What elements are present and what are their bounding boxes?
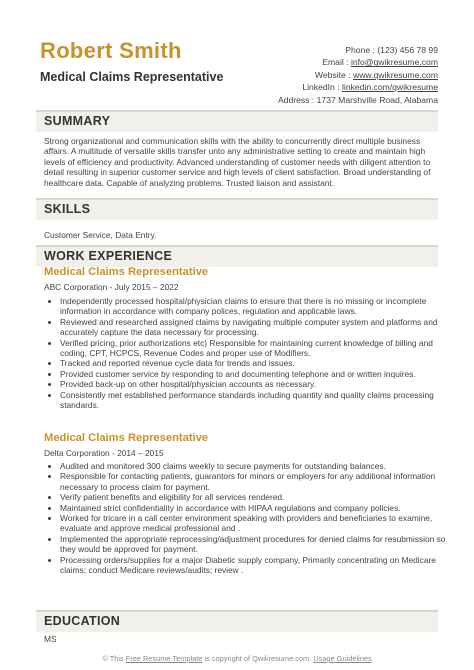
job-2-title: Medical Claims Representative [44, 432, 209, 444]
email-link[interactable]: info@qwikresume.com [350, 57, 438, 68]
footer-prefix: © This [102, 654, 126, 663]
job-1-bullet: • Verified pricing, prior authorizations etc) Responsible for maintaining current knowledge of billing and coding, CPT, HCPCS, Revenue Codes and proper use of Modifiers. [60, 338, 452, 359]
footer [0, 654, 474, 663]
job-2-company: Delta Corporation - 2014 – 2015 [44, 448, 164, 458]
job-2-bullet: • Worked for tricare in a call center environment speaking with providers and beneficiaries to examine, evaluate and approve medical professional and . [60, 513, 452, 534]
linkedin-label: LinkedIn : [302, 82, 340, 93]
contact-phone-row [178, 44, 438, 56]
job-2-bullets [44, 461, 452, 575]
summary-section-header [36, 110, 438, 132]
job-2-bullet: • Verify patient benefits and eligibility for all services rendered. [60, 492, 452, 502]
linkedin-link[interactable]: linkedin.com/qwikresume [342, 82, 438, 93]
job-1-bullet: • Independently processed hospital/physician claims to ensure that there is no missing or incomplete information in accordance with company polices, regulation and applicable laws. [60, 296, 452, 317]
job-1-company: ABC Corporation - July 2015 – 2022 [44, 282, 179, 292]
candidate-name: Robert Smith [40, 38, 182, 63]
skills-text: Customer Service, Data Entry. [44, 230, 157, 240]
summary-text: Strong organizational and communication skills with the ability to concurrently direct multiple business affairs. A multitude of versatile skills transfer unto any administrative setting to create and maintain high levels of efficiency and productivity. Advanced understanding of customer needs with diligent attention to detail resulting in superior customer service and high levels of client satisfaction. Broad understanding of healthcare data. Capable of analyzing problems. Trusted liaison and assistant. [44, 136, 431, 188]
contact-address-row [178, 94, 438, 106]
skills-heading: SKILLS [44, 202, 91, 216]
job-1-bullet: • Tracked and reported revenue cycle data for trends and issues. [60, 358, 452, 368]
experience-heading: WORK EXPERIENCE [44, 249, 173, 263]
footer-template-link[interactable]: Free Resume Template [125, 654, 203, 663]
education-section-header [36, 610, 438, 632]
job-1-bullet: • Consistently met established performance standards including quantity and quality claims processing standards. [60, 390, 452, 411]
job-1-bullet: • Provided back-up on other hospital/physician accounts as necessary. [60, 379, 452, 389]
contact-block [178, 44, 438, 106]
job-2-bullet: • Processing orders/supplies for a major Diabetic supply company, Primarily concentrating on Medicare claims; conduct Medicare reviews/audits; review . [60, 555, 452, 576]
website-link[interactable]: www.qwikresume.com [352, 69, 438, 80]
address-value: 1737 Marshville Road, Alabama [316, 94, 438, 105]
footer-middle: is copyright of Qwikresume.com. [202, 654, 314, 663]
job-1-bullets [44, 296, 452, 410]
job-1-bullet: • Provided customer service by responding to and documenting telephone and or written inquires. [60, 369, 452, 379]
candidate-title: Medical Claims Representative [40, 70, 224, 84]
job-2-bullet: • Audited and monitored 300 claims weekly to secure payments for outstanding balances. [60, 461, 452, 471]
job-1-title: Medical Claims Representative [44, 266, 209, 278]
job-2-bullet: • Responsible for contacting patients, guarantors for minors or employers for any additional information necessary to process claim for payment. [60, 471, 452, 492]
education-heading: EDUCATION [44, 614, 121, 628]
footer-guidelines-link[interactable]: Usage Guidelines [313, 654, 372, 663]
job-2-bullet: • Implemented the appropriate reprocessing/adjustment procedures for denied claims for resubmission so they would be approved for payment. [60, 534, 452, 555]
contact-linkedin-row [178, 81, 438, 93]
address-label: Address : [277, 94, 315, 105]
job-2-bullet: • Maintained strict confidentiality in accordance with HIPAA regulations and company policies. [60, 503, 452, 513]
experience-section-header [36, 245, 438, 267]
summary-heading: SUMMARY [44, 114, 111, 128]
skills-section-header [36, 198, 438, 220]
education-text: MS [44, 634, 57, 644]
job-1-bullet: • Reviewed and researched assigned claims by navigating multiple computer system and platforms and accurately capture the data necessary for processing. [60, 317, 452, 338]
website-label: Website : [314, 69, 351, 80]
email-label: Email : [322, 57, 349, 68]
contact-website-row [178, 69, 438, 81]
contact-email-row [178, 56, 438, 68]
phone-label: Phone : [345, 45, 375, 55]
phone-value: (123) 456 78 99 [377, 45, 438, 55]
